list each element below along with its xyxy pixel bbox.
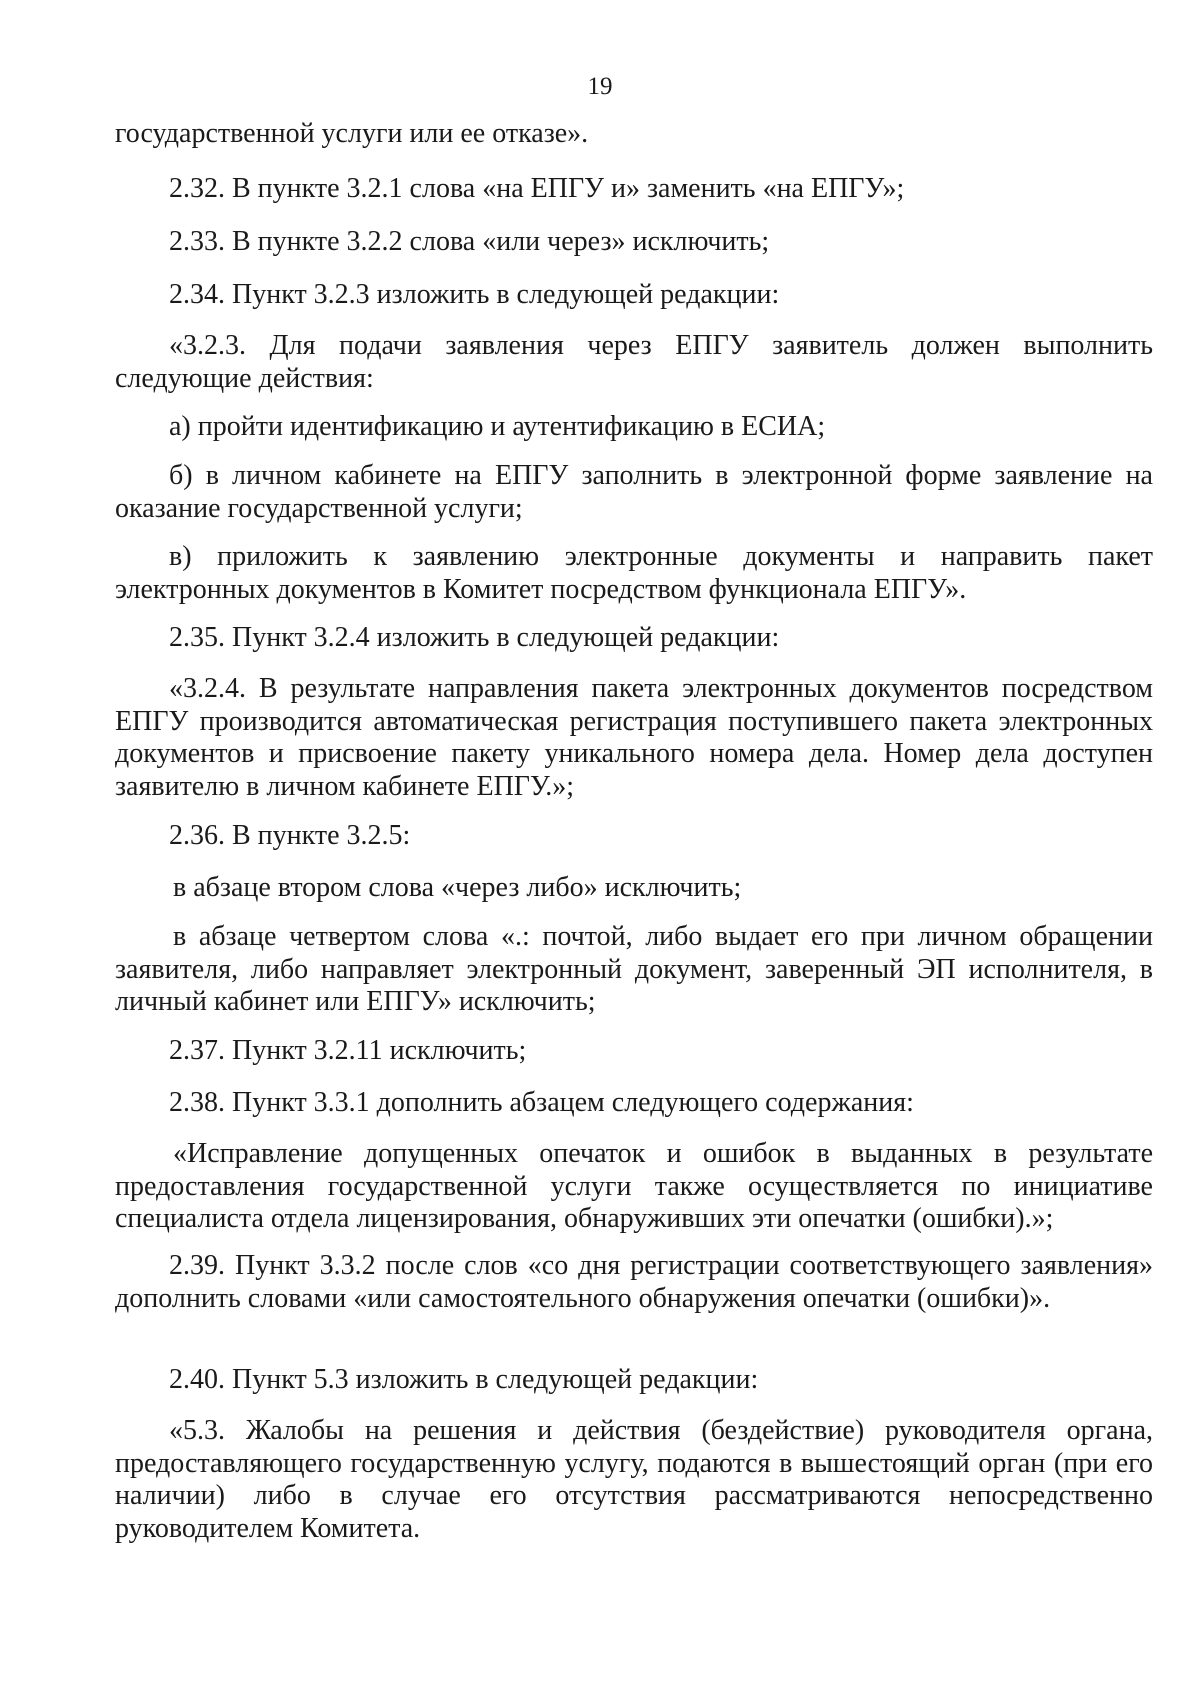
paragraph-2-35: 2.35. Пункт 3.2.4 изложить в следующей редакции:	[169, 622, 780, 653]
paragraph-2-32: 2.32. В пункте 3.2.1 слова «на ЕПГУ и» заменить «на ЕПГУ»;	[169, 173, 905, 204]
paragraph-2-39: 2.39. Пункт 3.3.2 после слов «со дня регистрации соответствующего заявления» дополнить словами «или самостоятельного обнаружения опечатки (ошибки)».	[115, 1250, 1153, 1314]
paragraph-item-b: б) в личном кабинете на ЕПГУ заполнить в электронной форме заявление на оказание государственной услуги;	[115, 460, 1153, 524]
paragraph-5-3: «5.3. Жалобы на решения и действия (бездействие) руководителя органа, предоставляющего государственную услугу, подаются в вышестоящий орган (при его наличии) либо в случае его отсутствия рассматриваются непосредственно руководителем Комитета.	[115, 1415, 1153, 1544]
paragraph-2-36: 2.36. В пункте 3.2.5:	[169, 820, 411, 851]
paragraph-2-33: 2.33. В пункте 3.2.2 слова «или через» исключить;	[169, 226, 770, 257]
paragraph-item-a: а) пройти идентификацию и аутентификацию в ЕСИА;	[169, 411, 826, 442]
paragraph-item-v: в) приложить к заявлению электронные документы и направить пакет электронных документов в Комитет посредством функционала ЕПГУ».	[115, 541, 1153, 605]
paragraph-abzac-2: в абзаце втором слова «через либо» исключить;	[173, 872, 742, 903]
paragraph-3-2-4: «3.2.4. В результате направления пакета электронных документов посредством ЕПГУ производится автоматическая регистрация поступившего пакета электронных документов и присвоение пакету уникального номера дела. Номер дела доступен заявителю в личном кабинете ЕПГУ.»;	[115, 673, 1153, 802]
paragraph-2-37: 2.37. Пункт 3.2.11 исключить;	[169, 1035, 527, 1066]
paragraph-quote-ispravlenie: «Исправление допущенных опечаток и ошибок в выданных в результате предоставления государственной услуги также осуществляется по инициативе специалиста отдела лицензирования, обнаруживших эти опечатки (ошибки).»;	[115, 1138, 1153, 1234]
paragraph-continuation: государственной услуги или ее отказе».	[115, 118, 589, 149]
page-number: 19	[587, 73, 613, 100]
paragraph-3-2-3: «3.2.3. Для подачи заявления через ЕПГУ заявитель должен выполнить следующие действия:	[115, 330, 1153, 394]
paragraph-2-40: 2.40. Пункт 5.3 изложить в следующей редакции:	[169, 1364, 759, 1395]
paragraph-2-38: 2.38. Пункт 3.3.1 дополнить абзацем следующего содержания:	[169, 1087, 914, 1118]
paragraph-abzac-4: в абзаце четвертом слова «.: почтой, либо выдает его при личном обращении заявителя, либо направляет электронный документ, заверенный ЭП исполнителя, в личный кабинет или ЕПГУ» исключить;	[115, 921, 1153, 1017]
paragraph-2-34: 2.34. Пункт 3.2.3 изложить в следующей редакции:	[169, 279, 780, 310]
